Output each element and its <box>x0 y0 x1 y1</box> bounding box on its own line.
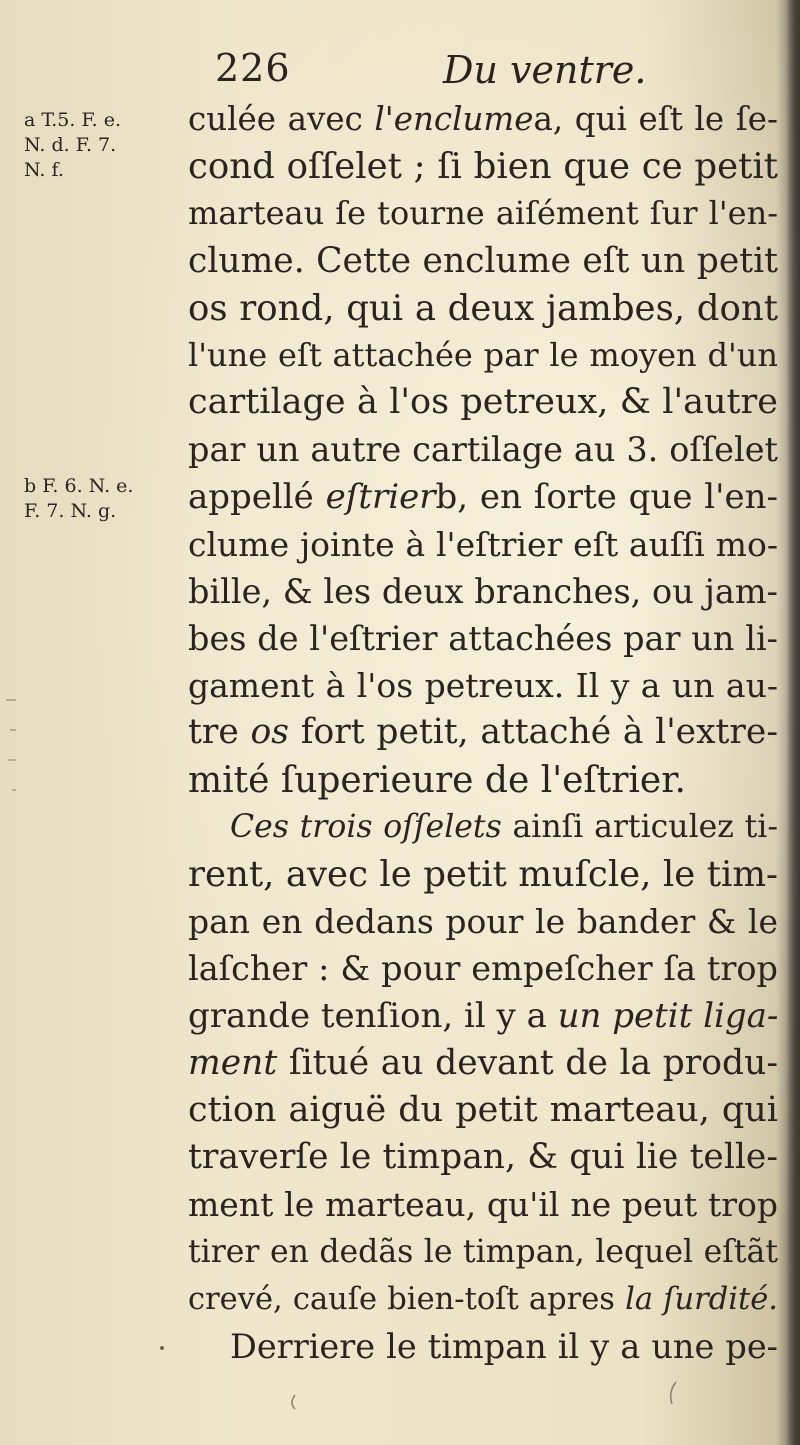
italic-text: eſtrier <box>325 476 436 517</box>
italic-text: la ſurdité. <box>625 1281 778 1317</box>
text-run: mité ſuperieure de l'eſtrier. <box>188 759 686 801</box>
text-line <box>188 426 778 473</box>
text-line <box>188 1323 778 1370</box>
page-edge-shadow <box>786 0 800 1445</box>
text-line <box>188 1134 778 1181</box>
text-run: l'une eſt attachée par le moyen d'un <box>188 335 778 374</box>
text-run: marteau ſe tourne aiſément ſur l'en- <box>188 194 778 233</box>
text-line <box>188 1229 778 1276</box>
italic-text: un petit liga- <box>557 995 778 1036</box>
sidenote-line: a T.5. F. e. <box>24 109 122 131</box>
sidenote-line: F. 7. N. g. <box>24 500 117 522</box>
text-line <box>188 898 778 945</box>
ink-speck <box>671 1382 676 1404</box>
text-line <box>188 332 778 379</box>
text-line <box>188 662 778 709</box>
text-line <box>188 615 778 662</box>
ink-speck <box>160 1346 164 1350</box>
text-run: ſitué au devant de la produ- <box>277 1042 778 1083</box>
text-line <box>188 190 778 237</box>
text-line <box>188 945 778 992</box>
text-line <box>188 993 778 1040</box>
text-run: ment le marteau, qu'il ne peut trop <box>188 1185 778 1225</box>
text-line <box>188 709 778 756</box>
text-run: grande tenſion, il y a <box>188 995 558 1036</box>
page-number: 226 <box>215 46 291 90</box>
text-line <box>188 96 778 143</box>
text-run: os rond, qui a deux jambes, dont <box>188 287 778 329</box>
text-run: appellé <box>188 476 326 517</box>
text-line <box>188 285 778 332</box>
text-line <box>188 238 778 285</box>
page-header <box>0 40 800 100</box>
text-run: traverſe le timpan, & qui lie telle- <box>188 1137 778 1178</box>
body-text <box>188 96 778 1370</box>
sidenote-line: N. d. F. 7. <box>24 134 117 156</box>
text-run: clume. Cette enclume eſt un petit <box>188 240 778 281</box>
text-line <box>188 379 778 426</box>
text-line <box>188 757 778 804</box>
text-line <box>188 474 778 521</box>
sidenote-line: b F. 6. N. e. <box>24 475 134 497</box>
text-run: cartilage à l'os petreux, & l'autre <box>188 382 778 423</box>
italic-text: ment <box>188 1042 278 1083</box>
text-run: clume jointe à l'eſtrier eſt auſſi mo- <box>188 524 778 564</box>
text-line <box>188 1276 778 1323</box>
text-run: par un autre cartilage au 3. oſſelet <box>188 430 778 470</box>
text-run: ction aiguë du petit marteau, qui <box>188 1089 778 1130</box>
show-through-mark <box>6 700 16 790</box>
sidenote-a <box>24 108 121 183</box>
text-line <box>188 568 778 615</box>
text-run: crevé, cauſe bien-toſt apres <box>188 1281 626 1317</box>
sidenote-b <box>24 474 133 524</box>
italic-text: l'enclume <box>374 100 534 138</box>
text-line <box>188 851 778 898</box>
text-run: bille, & les deux branches, ou jam- <box>188 571 778 611</box>
text-run: ainſi articulez ti- <box>501 808 778 845</box>
italic-text: Ces trois oſſelets <box>230 808 502 845</box>
ink-speck <box>292 1395 295 1409</box>
text-line <box>188 143 778 190</box>
running-title: Du ventre. <box>443 48 647 92</box>
text-run: rent, avec le petit muſcle, le tim- <box>188 854 778 895</box>
text-run: pan en dedans pour le bander & le <box>188 902 778 942</box>
text-line <box>188 1087 778 1134</box>
text-line <box>188 1040 778 1087</box>
text-run: gament à l'os petreux. Il y a un au- <box>188 666 778 706</box>
text-line <box>188 804 778 851</box>
text-run: bes de l'eſtrier attachées par un li- <box>188 619 778 659</box>
text-run: laſcher : & pour empeſcher ſa trop <box>188 949 778 989</box>
text-run: cond oſſelet ; ſi bien que ce petit <box>188 146 778 188</box>
text-run: tre <box>188 712 251 753</box>
text-run: Derriere le timpan il y a une pe- <box>230 1326 778 1366</box>
text-line <box>188 1181 778 1228</box>
sidenote-line: N. f. <box>24 159 64 181</box>
text-run: b, en ſorte que l'en- <box>435 476 778 517</box>
text-run: culée avec <box>188 100 375 138</box>
text-run: fort petit, attaché à l'extre- <box>289 712 778 753</box>
italic-text: os <box>250 712 289 753</box>
text-run: a, qui eſt le ſe- <box>533 100 778 138</box>
text-run: tirer en dedãs le timpan, lequel eſtãt <box>188 1233 778 1270</box>
text-line <box>188 521 778 568</box>
